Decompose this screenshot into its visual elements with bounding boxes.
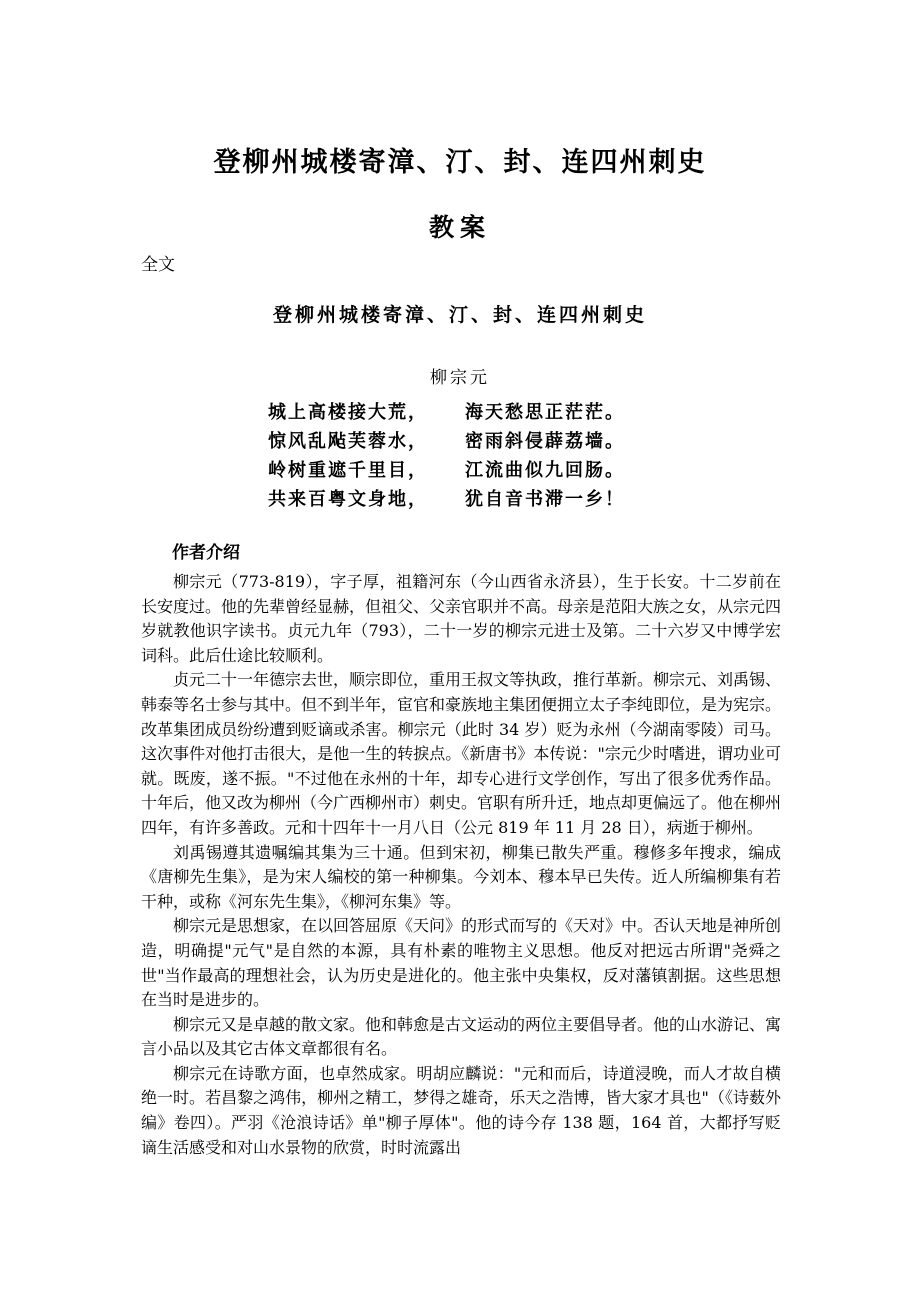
poem-line-first-half: 惊风乱飐芙蓉水， xyxy=(268,430,428,452)
poem-line xyxy=(268,483,708,512)
poem-line-second-half: 犹自音书滞一乡！ xyxy=(465,488,625,510)
poem-author: 柳宗元 xyxy=(430,368,490,388)
poem-line xyxy=(268,454,708,483)
body-paragraph: 柳宗元又是卓越的散文家。他和韩愈是古文运动的两位主要倡导者。他的山水游记、寓言小品以及其它古体文章都很有名。 xyxy=(141,1014,782,1059)
section-heading-fulltext: 全文 xyxy=(141,255,175,275)
body-paragraph: 柳宗元（773-819），字子厚，祖籍河东（今山西省永济县），生于长安。十二岁前在长安度过。他的先辈曾经显赫，但祖父、父亲官职并不高。母亲是范阳大族之女，从宗元四岁就教他识字读书。贞元九年（793），二十一岁的柳宗元进士及第。二十六岁又中博学宏词科。此后仕途比较顺利。 xyxy=(141,572,782,665)
body-paragraph: 刘禹锡遵其遗嘱编其集为三十通。但到宋初，柳集已散失严重。穆修多年搜求，编成《唐柳先生集》，是为宋人编校的第一种柳集。今刘本、穆本早已失传。近人所编柳集有若干种，或称《河东先生集》，《柳河东集》等。 xyxy=(141,842,781,911)
poem-line xyxy=(268,425,708,454)
poem-line-second-half: 密雨斜侵薜荔墙。 xyxy=(465,430,625,452)
document-subtitle: 教案 xyxy=(428,213,491,242)
poem-line xyxy=(268,396,708,425)
body-paragraph: 柳宗元是思想家，在以回答屈原《天问》的形式而写的《天对》中。否认天地是神所创造，明确提"元气"是自然的本源，具有朴素的唯物主义思想。他反对把远古所谓"尧舜之世"当作最高的理想社会，认为历史是进化的。他主张中央集权，反对藩镇割据。这些思想在当时是进步的。 xyxy=(141,916,782,1010)
body-paragraph: 贞元二十一年德宗去世，顺宗即位，重用王叔文等执政，推行革新。柳宗元、刘禹锡、韩泰等名士参与其中。但不到半年，宦官和豪族地主集团便拥立太子李纯即位，是为宪宗。改革集团成员纷纷遭到贬谪或杀害。柳宗元（此时 34 岁）贬为永州（今湖南零陵）司马。这次事件对他打击很大，是他一生的转捩点。《新唐书》本传说："宗元少时嗜进，谓功业可就。既废，遂不振。"不过他在永州的十年，却专心进行文学创作，写出了很多优秀作品。十年后，他又改为柳州（今广西柳州市）刺史。官职有所升迁，地点却更偏远了。他在柳州四年，有许多善政。元和十四年十一月八日（公元 819 年 11 月 28 日），病逝于柳州。 xyxy=(141,670,782,837)
poem-line-first-half: 共来百粤文身地， xyxy=(268,488,428,510)
section-heading-author-intro: 作者介绍 xyxy=(172,543,240,563)
poem-line-second-half: 江流曲似九回肠。 xyxy=(465,459,625,481)
poem-line-second-half: 海天愁思正茫茫。 xyxy=(465,401,625,423)
poem-line-first-half: 岭树重遮千里目， xyxy=(268,459,428,481)
poem-body xyxy=(268,396,708,512)
poem-line-first-half: 城上高楼接大荒， xyxy=(268,401,428,423)
author-intro-body xyxy=(141,570,781,1160)
poem-title: 登柳州城楼寄漳、汀、封、连四州刺史 xyxy=(272,304,647,326)
document-title: 登柳州城楼寄漳、汀、封、连四州刺史 xyxy=(213,147,707,178)
body-paragraph: 柳宗元在诗歌方面，也卓然成家。明胡应麟说："元和而后，诗道浸晚，而人才故自横绝一时。若昌黎之鸿伟，柳州之精工，梦得之雄奇，乐天之浩博，皆大家才具也"（《诗薮外编》卷四）。严羽《沧浪诗话》单"柳子厚体"。他的诗今存 138 题，164 首，大都抒写贬谪生活感受和对山水景物的欣赏，时时流露出 xyxy=(141,1063,781,1157)
